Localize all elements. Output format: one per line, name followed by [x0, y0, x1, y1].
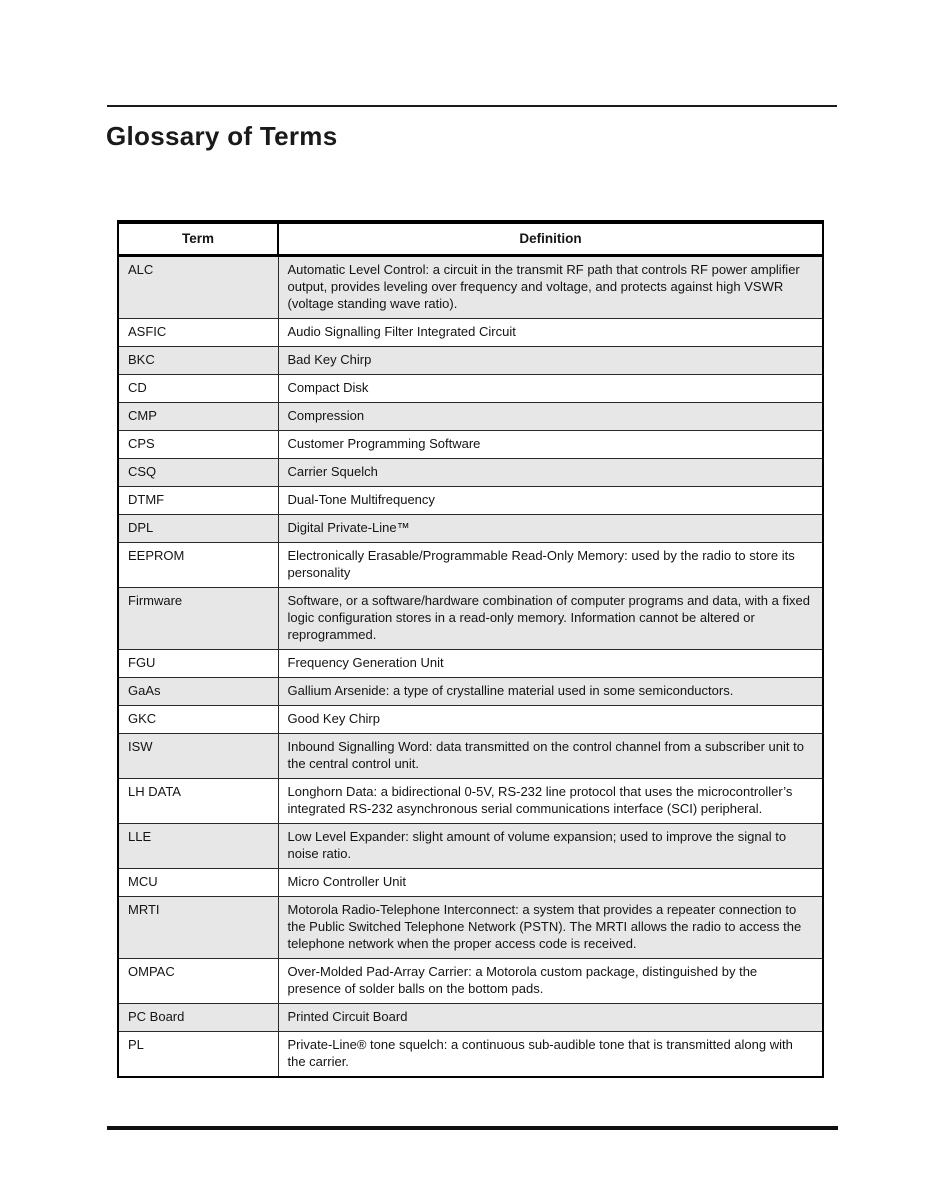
term-cell: PL: [118, 1032, 278, 1078]
table-row: [118, 897, 823, 959]
page-title: Glossary of Terms: [106, 121, 338, 151]
definition-cell: Low Level Expander: slight amount of volume expansion; used to improve the signal to noise ratio.: [278, 824, 823, 869]
definition-cell: Inbound Signalling Word: data transmitted on the control channel from a subscriber unit to the central control unit.: [278, 734, 823, 779]
table-row: [118, 1032, 823, 1078]
glossary-table: [117, 220, 824, 1078]
table-row: [118, 650, 823, 678]
term-cell: EEPROM: [118, 543, 278, 588]
definition-cell: Dual-Tone Multifrequency: [278, 487, 823, 515]
term-cell: MRTI: [118, 897, 278, 959]
table-row: [118, 403, 823, 431]
table-row: [118, 734, 823, 779]
table-row: [118, 459, 823, 487]
table-row: [118, 869, 823, 897]
definition-cell: Electronically Erasable/Programmable Read-Only Memory: used by the radio to store its personality: [278, 543, 823, 588]
definition-cell: Audio Signalling Filter Integrated Circuit: [278, 319, 823, 347]
table-row: [118, 779, 823, 824]
term-cell: FGU: [118, 650, 278, 678]
definition-cell: Digital Private-Line™: [278, 515, 823, 543]
definition-cell: Motorola Radio-Telephone Interconnect: a system that provides a repeater connection to the Public Switched Telephone Network (PSTN). The MRTI allows the radio to access the telephone network when the proper access code is received.: [278, 897, 823, 959]
definition-cell: Micro Controller Unit: [278, 869, 823, 897]
table-row: [118, 588, 823, 650]
definition-cell: Compact Disk: [278, 375, 823, 403]
definition-cell: Frequency Generation Unit: [278, 650, 823, 678]
term-cell: ASFIC: [118, 319, 278, 347]
definition-cell: Carrier Squelch: [278, 459, 823, 487]
table-row: [118, 515, 823, 543]
definition-cell: Automatic Level Control: a circuit in the transmit RF path that controls RF power amplifier output, provides leveling over frequency and voltage, and protects against high VSWR (voltage standing wave ratio).: [278, 256, 823, 319]
definition-cell: Longhorn Data: a bidirectional 0-5V, RS-232 line protocol that uses the microcontroller’s integrated RS-232 asynchronous serial communications interface (SCI) peripheral.: [278, 779, 823, 824]
term-cell: BKC: [118, 347, 278, 375]
definition-cell: Customer Programming Software: [278, 431, 823, 459]
term-cell: PC Board: [118, 1004, 278, 1032]
term-cell: ISW: [118, 734, 278, 779]
definition-cell: Compression: [278, 403, 823, 431]
definition-cell: Private-Line® tone squelch: a continuous sub-audible tone that is transmitted along with the carrier.: [278, 1032, 823, 1078]
table-row: [118, 487, 823, 515]
term-cell: CD: [118, 375, 278, 403]
term-column-header: Term: [118, 222, 278, 256]
term-cell: Firmware: [118, 588, 278, 650]
term-cell: CSQ: [118, 459, 278, 487]
table-row: [118, 375, 823, 403]
definition-cell: Over-Molded Pad-Array Carrier: a Motorola custom package, distinguished by the presence of solder balls on the bottom pads.: [278, 959, 823, 1004]
term-cell: CMP: [118, 403, 278, 431]
term-cell: GKC: [118, 706, 278, 734]
table-row: [118, 1004, 823, 1032]
definition-cell: Printed Circuit Board: [278, 1004, 823, 1032]
bottom-rule: [107, 1126, 838, 1130]
table-row: [118, 431, 823, 459]
table-row: [118, 347, 823, 375]
table-row: [118, 706, 823, 734]
table-row: [118, 543, 823, 588]
table-row: [118, 256, 823, 319]
term-cell: CPS: [118, 431, 278, 459]
top-rule: [107, 105, 837, 107]
term-cell: MCU: [118, 869, 278, 897]
definition-column-header: Definition: [278, 222, 823, 256]
term-cell: DPL: [118, 515, 278, 543]
definition-cell: Good Key Chirp: [278, 706, 823, 734]
header-row: [118, 222, 823, 256]
term-cell: OMPAC: [118, 959, 278, 1004]
table-row: [118, 319, 823, 347]
table-row: [118, 959, 823, 1004]
table-row: [118, 824, 823, 869]
term-cell: GaAs: [118, 678, 278, 706]
term-cell: ALC: [118, 256, 278, 319]
term-cell: LH DATA: [118, 779, 278, 824]
definition-cell: Gallium Arsenide: a type of crystalline material used in some semiconductors.: [278, 678, 823, 706]
table-row: [118, 678, 823, 706]
glossary-table-body: [118, 256, 823, 1078]
definition-cell: Software, or a software/hardware combination of computer programs and data, with a fixed logic configuration stores in a read-only memory. Information cannot be altered or reprogrammed.: [278, 588, 823, 650]
definition-cell: Bad Key Chirp: [278, 347, 823, 375]
term-cell: LLE: [118, 824, 278, 869]
term-cell: DTMF: [118, 487, 278, 515]
